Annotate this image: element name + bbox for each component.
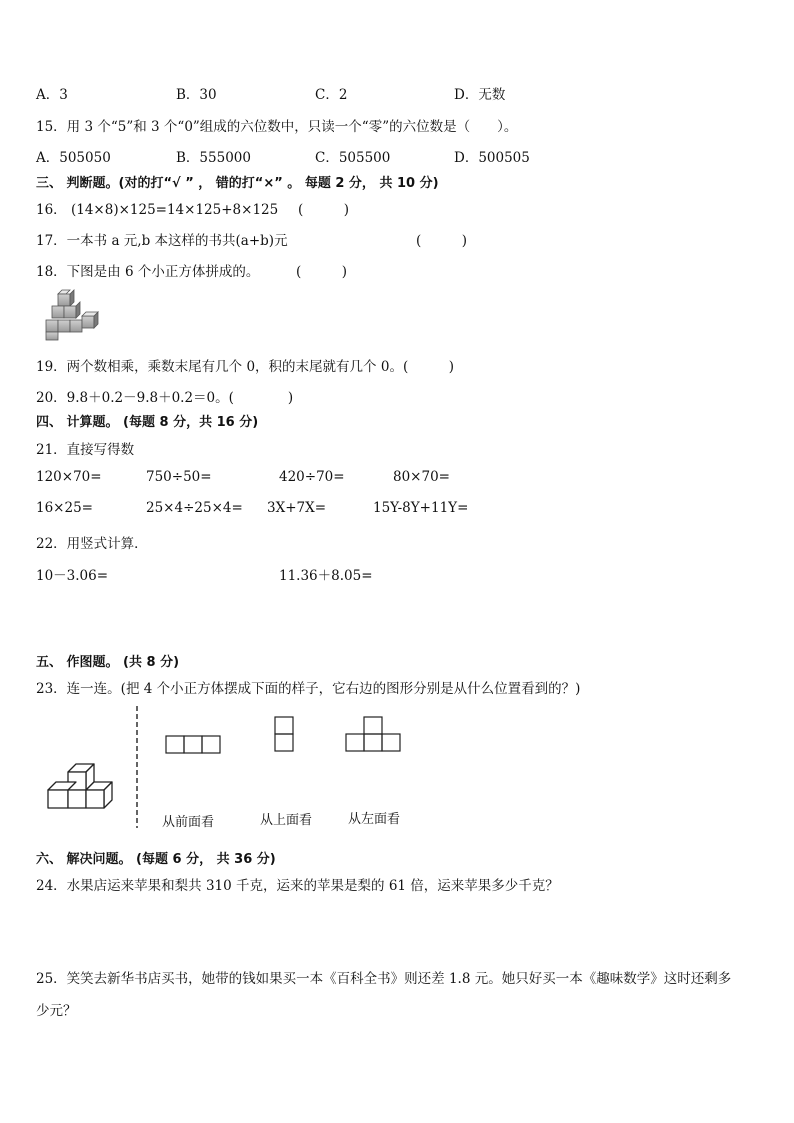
q24-text: 24．水果店运来苹果和梨共 310 千克，运来的苹果是梨的 61 倍，运来苹果多少千克？ (36, 878, 559, 894)
q16-blank: ( ) (298, 202, 350, 218)
q22-item-1: 10－3.06= (36, 568, 109, 584)
q19-text: 19．两个数相乘，乘数末尾有几个 0，积的末尾就有几个 0。( ) (36, 359, 454, 375)
caption-left: 从左面看 (348, 812, 401, 827)
q18-text: 18．下图是由 6 个小正方体拼成的。 (36, 264, 260, 280)
q23-text: 23．连一连。(把 4 个小正方体摆成下面的样子，它右边的图形分别是从什么位置看到的？) (36, 681, 581, 697)
q21-r1-c3: 420÷70= (279, 469, 345, 485)
section4-title: 四、 计算题。 (每题 8 分，共 16 分) (36, 415, 259, 430)
cube-stack-figure (44, 290, 100, 342)
q14-option-d: D．无数 (454, 87, 506, 103)
top-view-shape (274, 716, 296, 754)
q17-text: 17．一本书 a 元,b 本这样的书共(a+b)元 (36, 233, 288, 249)
caption-top: 从上面看 (260, 813, 313, 828)
q18-blank: ( ) (296, 264, 348, 280)
q15-option-a: A．505050 (36, 150, 111, 166)
q16-text: 16． (14×8)×125=14×125+8×125 (36, 202, 279, 218)
q21-text: 21．直接写得数 (36, 442, 135, 458)
q25-line-1: 25．笑笑去新华书店买书，她带的钱如果买一本《百科全书》则还差 1.8 元。她只好买一本《趣味数学》这时还剩多 (36, 971, 732, 987)
q25-line-2: 少元？ (36, 1003, 77, 1019)
q21-r1-c1: 120×70= (36, 469, 102, 485)
q15-option-d: D．500505 (454, 150, 530, 166)
q14-option-b: B．30 (176, 87, 217, 103)
q15-text: 15．用 3 个“5”和 3 个“0”组成的六位数中，只读一个“零”的六位数是（ ）。 (36, 119, 518, 135)
front-view-shape (165, 735, 223, 755)
q21-r1-c2: 750÷50= (146, 469, 212, 485)
q21-r1-c4: 80×70= (393, 469, 450, 485)
section3-title: 三、 判断题。(对的打“√ ” ， 错的打“×” 。 每题 2 分， 共 10 分) (36, 176, 439, 191)
dashed-divider (134, 706, 140, 828)
q14-option-a: A．3 (36, 87, 68, 103)
q15-option-c: C．505500 (315, 150, 391, 166)
q22-item-2: 11.36＋8.05= (279, 568, 373, 584)
q21-r2-c1: 16×25= (36, 500, 93, 516)
caption-front: 从前面看 (162, 815, 215, 830)
q21-r2-c3: 3X+7X= (267, 500, 327, 516)
q15-option-b: B．555000 (176, 150, 251, 166)
q14-option-c: C．2 (315, 87, 348, 103)
left-view-shape (345, 716, 403, 754)
section6-title: 六、 解决问题。 (每题 6 分， 共 36 分) (36, 852, 276, 867)
q21-r2-c2: 25×4÷25×4= (146, 500, 243, 516)
q23-cube-figure (44, 752, 124, 814)
q21-r2-c4: 15Y-8Y+11Y= (373, 500, 469, 516)
section5-title: 五、 作图题。 (共 8 分) (36, 655, 180, 670)
q20-text: 20．9.8＋0.2－9.8＋0.2＝0。( ) (36, 390, 294, 406)
q22-text: 22．用竖式计算． (36, 536, 148, 552)
q17-blank: ( ) (416, 233, 468, 249)
